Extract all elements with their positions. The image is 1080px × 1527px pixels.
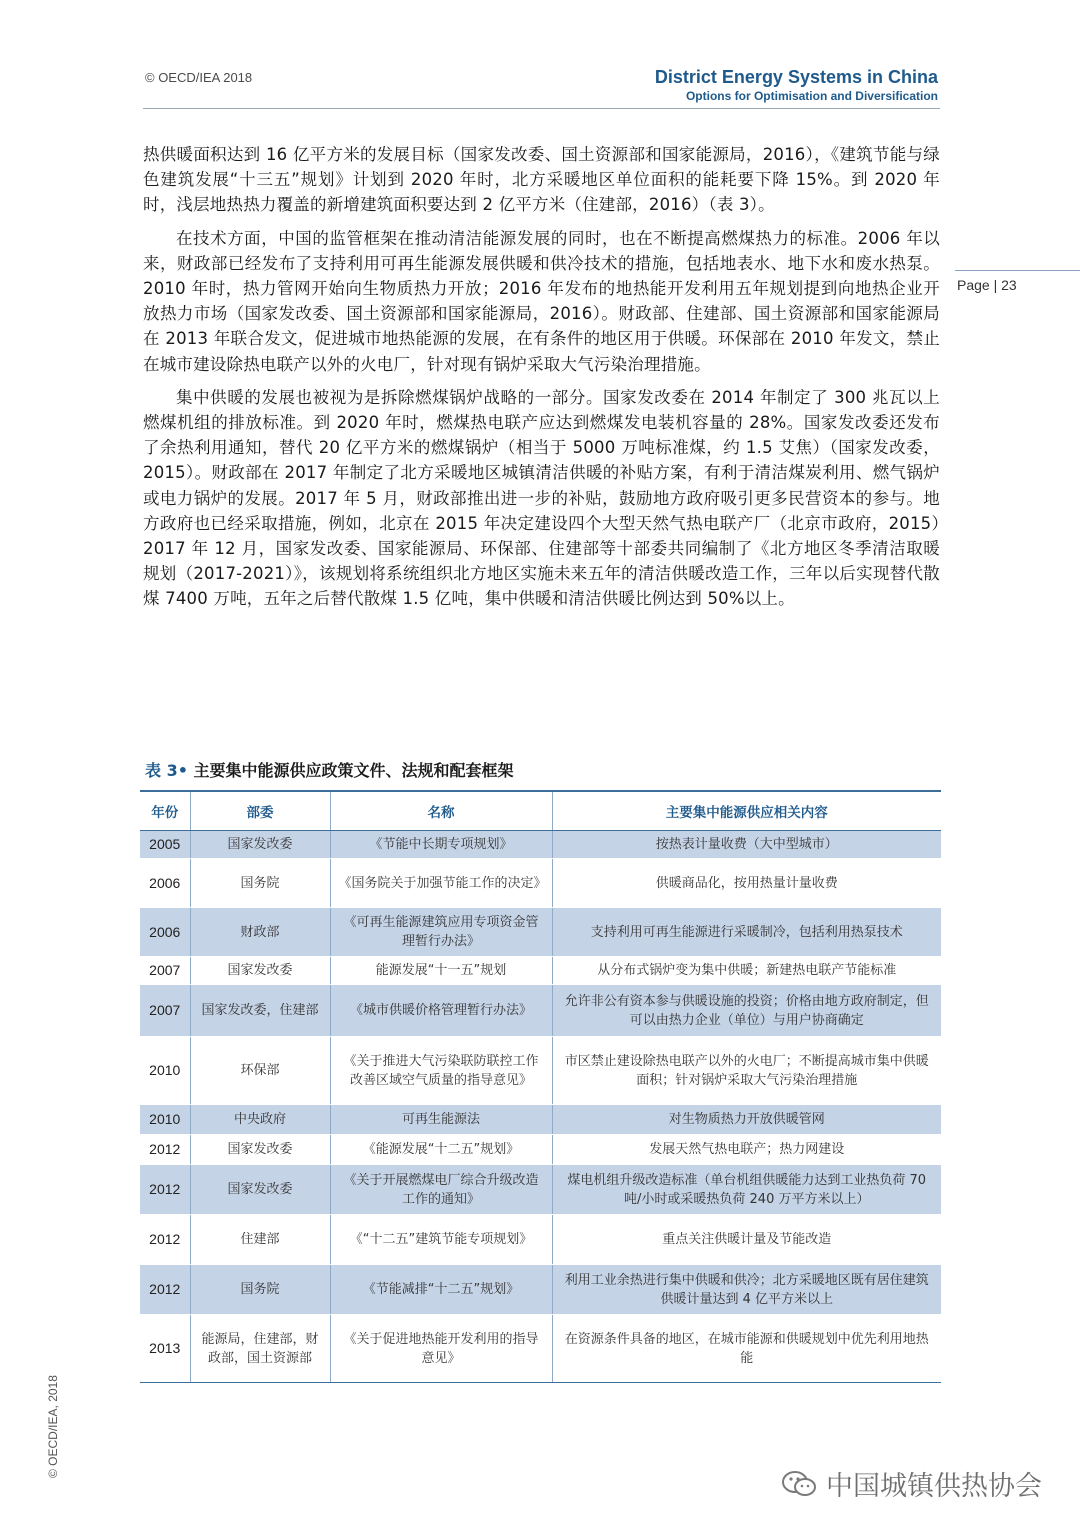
table-caption-number: 表 3• (145, 761, 188, 780)
column-header-name: 名称 (330, 791, 552, 831)
cell-content: 按热表计量收费（大中型城市） (552, 831, 941, 859)
cell-content: 支持利用可再生能源进行采暖制冷，包括利用热泵技术 (552, 908, 941, 957)
body-text (143, 142, 940, 620)
cell-content: 市区禁止建设除热电联产以外的火电厂；不断提高城市集中供暖面积；针对锅炉采取大气污染治理措施 (552, 1037, 941, 1105)
paragraph: 热供暖面积达到 16 亿平方米的发展目标（国家发改委、国土资源部和国家能源局，2016），《建筑节能与绿色建筑发展“十三五”规划》计划到 2020 年时，北方采暖地区单位面积的能耗要下降 15%。到 2020 年时，浅层地热热力覆盖的新增建筑面积要达到 2 亿平方米（住建部，2016）（表 3）。 (143, 145, 940, 215)
watermark-text: 中国城镇供热协会 (826, 1471, 1042, 1502)
table-row (140, 1315, 941, 1383)
cell-year: 2010 (140, 1105, 190, 1135)
cell-ministry: 环保部 (190, 1037, 330, 1105)
table-row (140, 1105, 941, 1135)
policy-table (140, 790, 941, 1383)
cell-year: 2012 (140, 1165, 190, 1215)
cell-name: 《城市供暖价格管理暂行办法》 (330, 985, 552, 1037)
table-row (140, 1265, 941, 1315)
page-number: Page | 23 (957, 277, 1017, 293)
paragraph: 在技术方面，中国的监管框架在推动清洁能源发展的同时，也在不断提高燃煤热力的标准。2006 年以来，财政部已经发布了支持利用可再生能源发展供暖和供冷技术的措施，包括地表水、地下水和废水热泵。2010 年时，热力管网开始向生物质热力开放；2016 年发布的地热能开发利用五年规划提到向地热企业开放热力市场（国家发改委、国土资源部和国家能源局，2016）。财政部、住建部、国土资源部和国家能源局在 2013 年联合发文，促进城市地热能源的发展，在有条件的地区用于供暖。环保部在 2010 年发文，禁止在城市建设除热电联产以外的火电厂，针对现有锅炉采取大气污染治理措施。 (143, 228, 940, 374)
cell-name: 《节能减排“十二五”规划》 (330, 1265, 552, 1315)
table-caption (145, 758, 514, 781)
cell-ministry: 中央政府 (190, 1105, 330, 1135)
cell-ministry: 国家发改委 (190, 1135, 330, 1165)
cell-name: 可再生能源法 (330, 1105, 552, 1135)
cell-name: 《可再生能源建筑应用专项资金管理暂行办法》 (330, 908, 552, 957)
header-block (655, 66, 938, 104)
table-caption-text: 主要集中能源供应政策文件、法规和配套框架 (187, 761, 514, 780)
cell-year: 2012 (140, 1215, 190, 1265)
cell-content: 重点关注供暖计量及节能改造 (552, 1215, 941, 1265)
cell-year: 2006 (140, 859, 190, 908)
cell-ministry: 财政部 (190, 908, 330, 957)
cell-content: 利用工业余热进行集中供暖和供冷；北方采暖地区既有居住建筑供暖计量达到 4 亿平方米以上 (552, 1265, 941, 1315)
cell-content: 在资源条件具备的地区，在城市能源和供暖规划中优先利用地热能 (552, 1315, 941, 1383)
cell-ministry: 国务院 (190, 1265, 330, 1315)
table-row (140, 859, 941, 908)
table-row (140, 831, 941, 859)
document-subtitle: Options for Optimisation and Diversification (685, 89, 938, 103)
cell-year: 2007 (140, 985, 190, 1037)
cell-ministry: 住建部 (190, 1215, 330, 1265)
page-number-divider (955, 270, 1080, 271)
table-row (140, 985, 941, 1037)
cell-name: 《国务院关于加强节能工作的决定》 (330, 859, 552, 908)
cell-name: 《节能中长期专项规划》 (330, 831, 552, 859)
header-copyright: © OECD/IEA 2018 (145, 70, 253, 85)
header-divider (143, 108, 940, 109)
cell-ministry: 国家发改委 (190, 831, 330, 859)
cell-year: 2013 (140, 1315, 190, 1383)
table-row (140, 908, 941, 957)
cell-content: 从分布式锅炉变为集中供暖；新建热电联产节能标准 (552, 957, 941, 985)
document-title: District Energy Systems in China (654, 67, 938, 87)
cell-year: 2012 (140, 1265, 190, 1315)
cell-name: 能源发展“十一五”规划 (330, 957, 552, 985)
cell-content: 对生物质热力开放供暖管网 (552, 1105, 941, 1135)
cell-ministry: 国务院 (190, 859, 330, 908)
table-row (140, 1037, 941, 1105)
cell-name: 《关于开展燃煤电厂综合升级改造工作的通知》 (330, 1165, 552, 1215)
cell-year: 2006 (140, 908, 190, 957)
cell-year: 2012 (140, 1135, 190, 1165)
paragraph: 集中供暖的发展也被视为是拆除燃煤锅炉战略的一部分。国家发改委在 2014 年制定了 300 兆瓦以上燃煤机组的排放标准。到 2020 年时，燃煤热电联产应达到燃煤发电装机容量的 28%。国家发改委还发布了余热利用通知，替代 20 亿平方米的燃煤锅炉（相当于 5000 万吨标准煤，约 1.5 艾焦）（国家发改委，2015）。财政部在 2017 年制定了北方采暖地区城镇清洁供暖的补贴方案，有利于清洁煤炭利用、燃气锅炉或电力锅炉的发展。2017 年 5 月，财政部推出进一步的补贴，鼓励地方政府吸引更多民营资本的参与。地方政府也已经采取措施，例如，北京在 2015 年决定建设四个大型天然气热电联产厂（北京市政府，2015）2017 年 12 月，国家发改委、国家能源局、环保部、住建部等十部委共同编制了《北方地区冬季清洁取暖规划（2017-2021）》，该规划将系统组织北方地区实施未来五年的清洁供暖改造工作，三年以后实现替代散煤 7400 万吨，五年之后替代散煤 1.5 亿吨，集中供暖和清洁供暖比例达到 50%以上。 (143, 387, 940, 609)
table-row (140, 957, 941, 985)
column-header-year: 年份 (140, 791, 190, 831)
column-header-ministry: 部委 (190, 791, 330, 831)
cell-content: 发展天然气热电联产；热力网建设 (552, 1135, 941, 1165)
cell-year: 2007 (140, 957, 190, 985)
wechat-icon (780, 1469, 818, 1499)
column-header-content: 主要集中能源供应相关内容 (552, 791, 941, 831)
cell-ministry: 国家发改委 (190, 957, 330, 985)
cell-ministry: 国家发改委，住建部 (190, 985, 330, 1037)
cell-year: 2010 (140, 1037, 190, 1105)
cell-name: 《关于推进大气污染联防联控工作改善区域空气质量的指导意见》 (330, 1037, 552, 1105)
cell-year: 2005 (140, 831, 190, 859)
cell-name: 《关于促进地热能开发利用的指导意见》 (330, 1315, 552, 1383)
cell-name: 《能源发展“十二五”规划》 (330, 1135, 552, 1165)
table-row (140, 1215, 941, 1265)
side-copyright: © OECD/IEA, 2018 (46, 1375, 60, 1478)
table-row (140, 1135, 941, 1165)
cell-ministry: 能源局，住建部，财政部，国土资源部 (190, 1315, 330, 1383)
cell-content: 供暖商品化，按用热量计量收费 (552, 859, 941, 908)
table-header-row (140, 791, 941, 831)
watermark (780, 1464, 1042, 1503)
cell-name: 《“十二五”建筑节能专项规划》 (330, 1215, 552, 1265)
cell-content: 允许非公有资本参与供暖设施的投资；价格由地方政府制定，但可以由热力企业（单位）与用户协商确定 (552, 985, 941, 1037)
table-row (140, 1165, 941, 1215)
cell-content: 煤电机组升级改造标准（单台机组供暖能力达到工业热负荷 70 吨/小时或采暖热负荷 240 万平方米以上） (552, 1165, 941, 1215)
cell-ministry: 国家发改委 (190, 1165, 330, 1215)
